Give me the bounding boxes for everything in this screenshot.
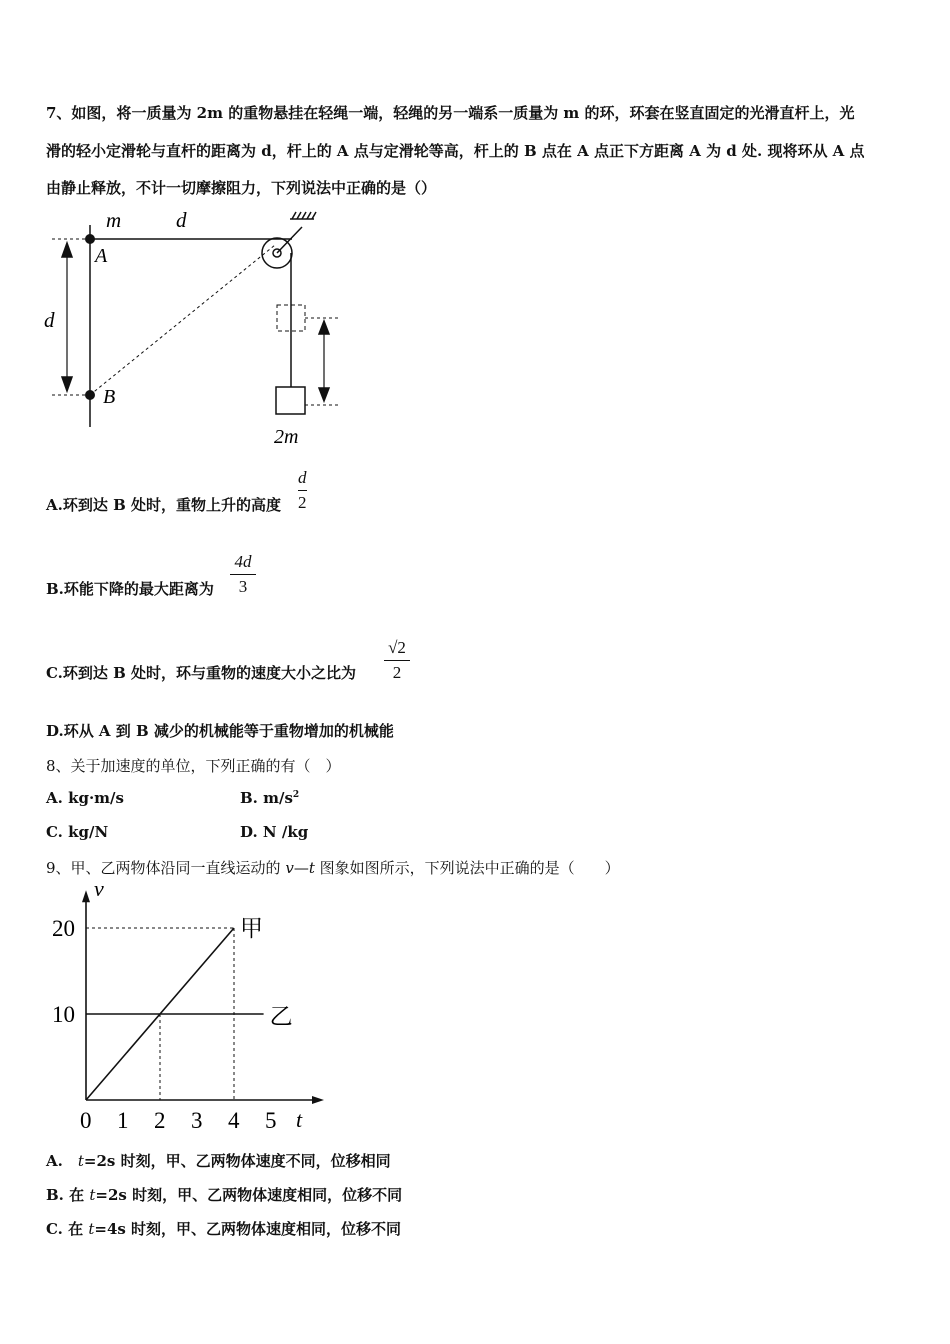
q9-stem: 9、甲、乙两物体沿同一直线运动的 v—t 图象如图所示，下列说法中正确的是（ ） [46,859,620,877]
q8-option-d: D. N /kg [240,823,309,841]
label-d-top: d [176,208,187,232]
x-tick-label: 4 [228,1108,240,1133]
y-tick-label: 20 [52,916,75,941]
q7-stem-line2: 滑的轻小定滑轮与直杆的距离为 d，杆上的 A 点与定滑轮等高，杆上的 B 点在 A 点正下方距离 A 为 d 处. 现将环从 A 点 [46,142,865,160]
q7-option-d: D.环从 A 到 B 减少的机械能等于重物增加的机械能 [46,722,394,740]
q8-stem: 8、关于加速度的单位，下列正确的有（ ） [46,757,341,775]
q7-option-c: C.环到达 B 处时，环与重物的速度大小之比为 [46,664,357,682]
q7-option-c-fraction [384,638,410,683]
y-axis-label: v [94,876,104,902]
q7-option-b: B.环能下降的最大距离为 [46,580,214,598]
frac-numerator: 4d [234,552,252,571]
series-label-jia: 甲 [240,916,263,941]
frac-numerator: √2 [388,638,406,657]
label-2m: 2m [274,426,299,448]
q9-option-b: B. 在 t=2s 时刻，甲、乙两物体速度相同，位移不同 [46,1186,403,1204]
q9-option-c: C. 在 t=4s 时刻，甲、乙两物体速度相同，位移不同 [46,1220,402,1238]
label-A: A [95,245,108,267]
y-tick-label: 10 [52,1002,75,1027]
x-axis-arrow [312,1096,324,1104]
label-m: m [106,208,122,232]
q7-figure [40,205,350,450]
q7-stem-line1: 7、如图，将一质量为 2m 的重物悬挂在轻绳一端，轻绳的另一端系一质量为 m 的环，环套在竖直固定的光滑直杆上，光 [46,104,855,122]
frac-numerator: d [298,468,307,487]
x-tick-label: 2 [154,1108,166,1133]
series-label-yi: 乙 [269,1004,293,1029]
x-tick-label: 0 [80,1108,92,1133]
frac-denominator: 2 [392,663,402,682]
frac-denominator: 2 [298,493,307,512]
q9-option-a: A. t=2s 时刻，甲、乙两物体速度不同，位移相同 [46,1152,391,1170]
y-axis-arrow [82,890,90,902]
q7-option-a-fraction [298,468,307,513]
q7-option-a: A.环到达 B 处时，重物上升的高度 [46,496,281,514]
label-d-left: d [44,308,55,332]
vt-chart [40,876,340,1140]
x-tick-label: 1 [117,1108,129,1133]
q8-option-a: A. kg·m/s [46,789,124,807]
x-tick-label: 5 [265,1108,277,1133]
frac-denominator: 3 [238,577,248,596]
label-B: B [103,386,116,408]
x-tick-label: 3 [191,1108,203,1133]
q7-stem-line3: 由静止释放，不计一切摩擦阻力，下列说法中正确的是（） [46,179,437,197]
q7-option-b-fraction [230,552,256,597]
q8-option-c: C. kg/N [46,823,109,841]
x-axis-label: t [296,1107,303,1132]
q8-option-b: B. $m/s^2$ [240,789,300,807]
